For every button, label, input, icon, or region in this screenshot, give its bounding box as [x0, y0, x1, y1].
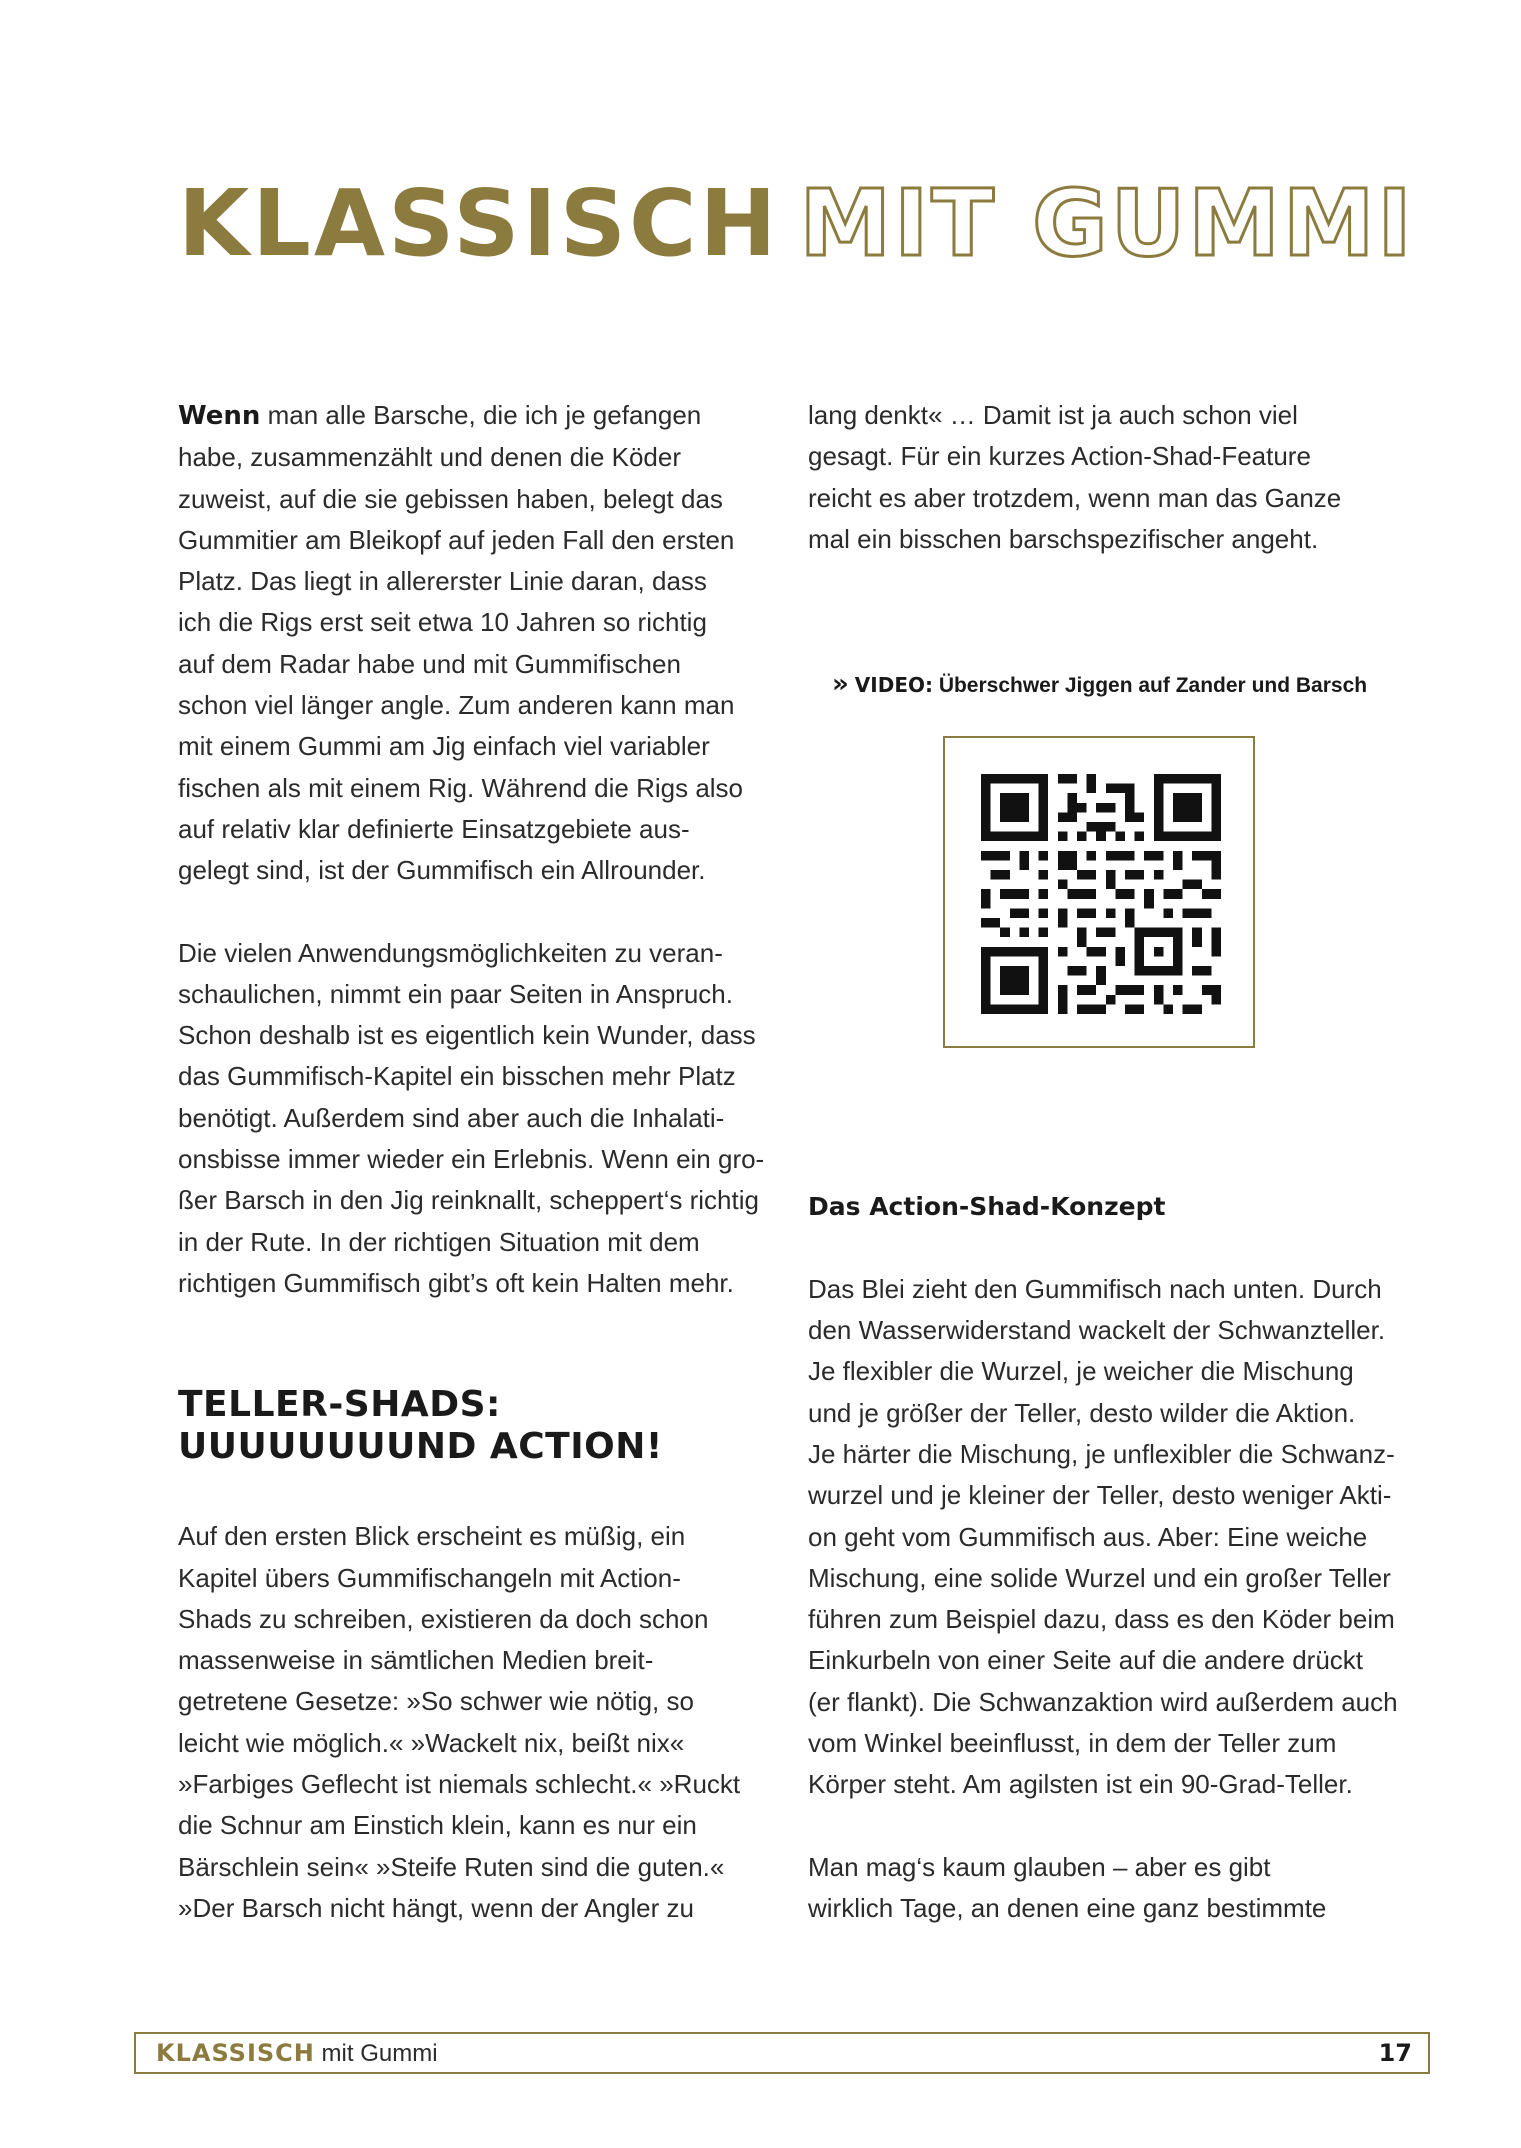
text-line: mal ein bisschen barschspezifischer angeht.: [808, 523, 1319, 554]
chevron-right-icon: »: [832, 669, 849, 700]
text-line: Die vielen Anwendungsmöglichkeiten zu veran-: [178, 937, 723, 968]
text-line: Shads zu schreiben, existieren da doch schon: [178, 1603, 709, 1634]
paragraph-closing: [808, 1847, 1408, 1930]
text-line: vom Winkel beeinflusst, in dem der Teller zum: [808, 1728, 1337, 1759]
text-line: on geht vom Gummifisch aus. Aber: Eine weiche: [808, 1521, 1368, 1552]
text-line: Auf den ersten Blick erscheint es müßig, ein: [178, 1521, 686, 1552]
paragraph-concept: [808, 1269, 1408, 1806]
text-line: lang denkt« … Damit ist ja auch schon viel: [808, 400, 1298, 430]
text-line: man alle Barsche, die ich je gefangen: [260, 400, 702, 430]
left-column: [178, 395, 778, 1929]
text-line: reicht es aber trotzdem, wenn man das Ganze: [808, 482, 1342, 513]
subheading-line-1: TELLER-SHADS:: [178, 1384, 501, 1426]
paragraph-continued: [808, 395, 1408, 560]
right-column: [808, 395, 1408, 1929]
text-line: Kapitel übers Gummifischangeln mit Action-: [178, 1562, 681, 1593]
text-line: richtigen Gummifisch gibt’s oft kein Halten mehr.: [178, 1267, 734, 1298]
subheading-line-2: UUUUUUUUND ACTION!: [178, 1426, 663, 1468]
text-line: wirklich Tage, an denen eine ganz bestimmte: [808, 1892, 1327, 1923]
qr-code-frame[interactable]: [943, 736, 1255, 1048]
text-line: Körper steht. Am agilsten ist ein 90-Grad-Teller.: [808, 1769, 1353, 1800]
text-line: in der Rute. In der richtigen Situation mit dem: [178, 1226, 700, 1257]
page-number: 17: [1378, 2039, 1412, 2067]
intro-lines: [178, 400, 743, 885]
text-line: Je härter die Mischung, je unflexibler die Schwanz-: [808, 1438, 1395, 1469]
text-line: fischen als mit einem Rig. Während die Rigs also: [178, 772, 744, 803]
video-title: Überschwer Jiggen auf Zander und Barsch: [932, 674, 1368, 698]
text-line: schon viel länger angle. Zum anderen kann man: [178, 690, 735, 721]
intro-lead-word: Wenn: [178, 401, 261, 431]
text-line: benötigt. Außerdem sind aber auch die Inhalati-: [178, 1102, 725, 1133]
section-heading-action-shad-konzept: Das Action-Shad-Konzept: [808, 1192, 1166, 1222]
text-line: Platz. Das liegt in allererster Linie daran, dass: [178, 566, 707, 597]
text-line: gelegt sind, ist der Gummifisch ein Allrounder.: [178, 855, 706, 886]
text-line: Je flexibler die Wurzel, je weicher die Mischung: [808, 1356, 1354, 1387]
footer-label-bold: KLASSISCH: [156, 2039, 315, 2067]
text-line: und je größer der Teller, desto wilder die Aktion.: [808, 1397, 1356, 1428]
text-line: (er flankt). Die Schwanzaktion wird außerdem auch: [808, 1686, 1398, 1717]
text-line: den Wasserwiderstand wackelt der Schwanzteller.: [808, 1315, 1386, 1346]
text-line: Bärschlein sein« »Steife Ruten sind die guten.«: [178, 1851, 725, 1882]
text-line: leicht wie möglich.« »Wackelt nix, beißt nix«: [178, 1727, 685, 1758]
text-line: auf relativ klar definierte Einsatzgebiete aus-: [178, 813, 690, 844]
text-line: mit einem Gummi am Jig einfach viel variabler: [178, 731, 710, 762]
text-line: ßer Barsch in den Jig reinknallt, scheppert‘s richtig: [178, 1185, 759, 1216]
title-outline: MIT GUMMI: [799, 170, 1415, 277]
page-footer: [134, 2032, 1430, 2074]
text-line: habe, zusammenzählt und denen die Köder: [178, 442, 682, 473]
text-line: gesagt. Für ein kurzes Action-Shad-Feature: [808, 441, 1311, 472]
text-line: führen zum Beispiel dazu, dass es den Köder beim: [808, 1604, 1395, 1635]
text-line: getretene Gesetze: »So schwer wie nötig, so: [178, 1686, 694, 1717]
text-line: schaulichen, nimmt ein paar Seiten in Anspruch.: [178, 978, 733, 1009]
text-line: onsbisse immer wieder ein Erlebnis. Wenn ein gro-: [178, 1144, 765, 1175]
text-line: »Der Barsch nicht hängt, wenn der Angler zu: [178, 1892, 694, 1923]
title-bold: KLASSISCH: [178, 170, 780, 277]
video-link[interactable]: [832, 664, 1408, 706]
paragraph-action-shads: [178, 1516, 778, 1929]
text-line: Man mag‘s kaum glauben – aber es gibt: [808, 1851, 1271, 1882]
intro-paragraph: [178, 395, 778, 892]
text-line: ich die Rigs erst seit etwa 10 Jahren so richtig: [178, 607, 707, 638]
footer-label-normal: mit Gummi: [314, 2040, 438, 2067]
footer-label: [156, 2034, 438, 2073]
text-line: wurzel und je kleiner der Teller, desto weniger Akti-: [808, 1480, 1392, 1511]
page-title: [178, 170, 1415, 277]
qr-code-icon: [981, 774, 1221, 1014]
subheading: [178, 1384, 778, 1468]
text-line: Mischung, eine solide Wurzel und ein großer Teller: [808, 1562, 1391, 1593]
text-line: zuweist, auf die sie gebissen haben, belegt das: [178, 483, 723, 514]
text-line: massenweise in sämtlichen Medien breit-: [178, 1645, 654, 1676]
text-line: Einkurbeln von einer Seite auf die andere drückt: [808, 1645, 1364, 1676]
video-label: VIDEO:: [854, 673, 933, 698]
text-line: Gummitier am Bleikopf auf jeden Fall den ersten: [178, 524, 735, 555]
text-line: auf dem Radar habe und mit Gummifischen: [178, 648, 681, 679]
text-line: das Gummifisch-Kapitel ein bisschen mehr Platz: [178, 1061, 736, 1092]
paragraph-applications: [178, 933, 778, 1305]
text-line: die Schnur am Einstich klein, kann es nur ein: [178, 1810, 697, 1841]
text-line: Das Blei zieht den Gummifisch nach unten. Durch: [808, 1273, 1382, 1304]
text-line: »Farbiges Geflecht ist niemals schlecht.« »Ruckt: [178, 1769, 741, 1800]
text-line: Schon deshalb ist es eigentlich kein Wunder, dass: [178, 1020, 756, 1051]
